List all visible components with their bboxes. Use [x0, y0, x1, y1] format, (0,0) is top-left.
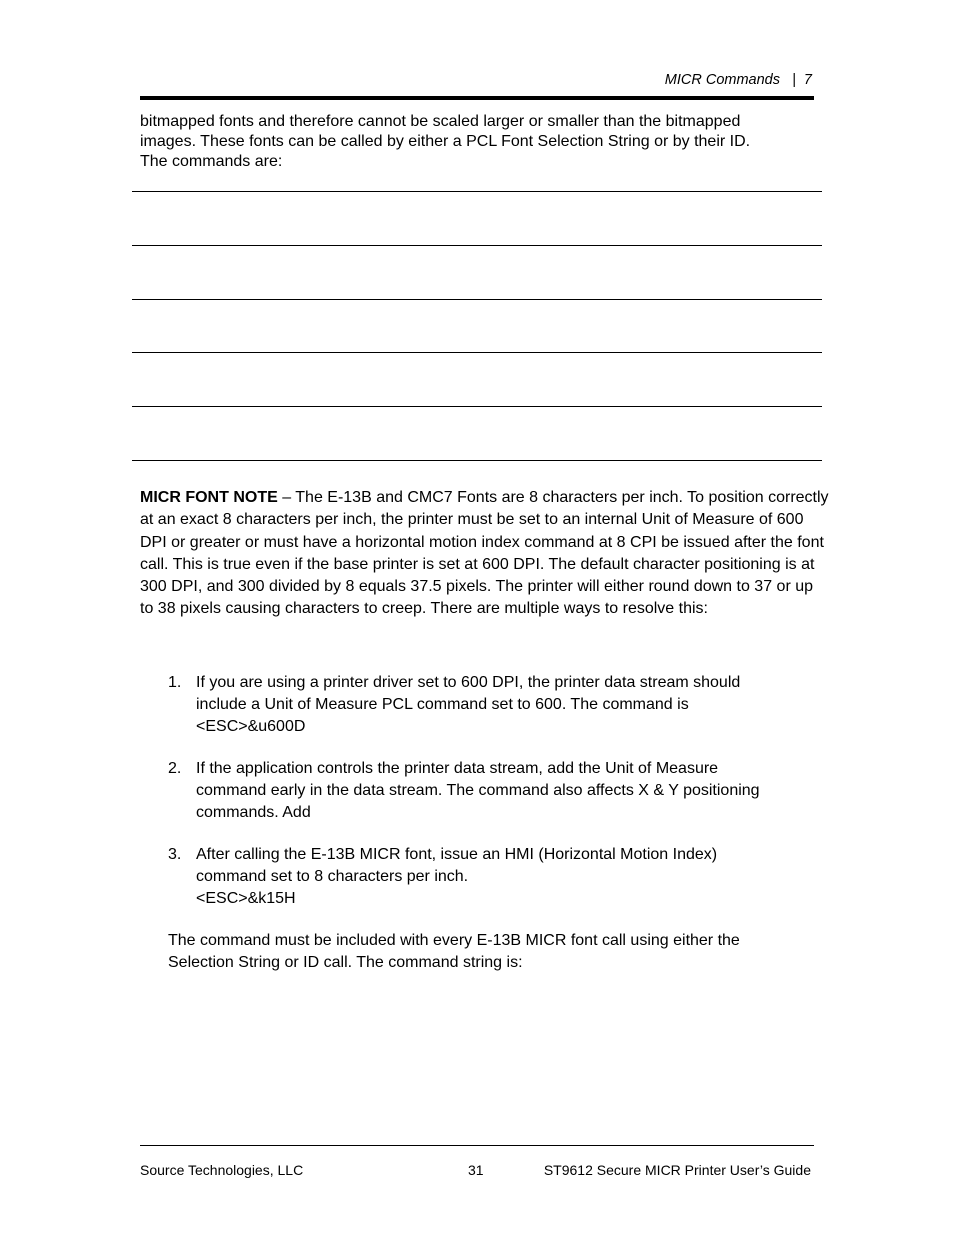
list-number: 2.: [168, 760, 182, 777]
footer-page-number: 31: [468, 1162, 484, 1178]
closing-paragraph: [168, 930, 818, 974]
list-line: <ESC>&u600D: [196, 718, 306, 735]
list-line: <ESC>&k15H: [196, 890, 296, 907]
list-line: After calling the E-13B MICR font, issue an HMI (Horizontal Motion Index): [196, 846, 718, 863]
note-text: – The E-13B and CMC7 Fonts are 8 characters per inch. To position correctly at an exact 8 characters per inch, the printer must be set to an internal Unit of Measure of 600 DPI or greater or must have a horizontal motion index command at 8 CPI be issued after the font call. This is true even if the base printer is set at 600 DPI. The default character positioning is at 300 DPI, and 300 divided by 8 equals 37.5 pixels. The printer will either round down to 37 or up to 38 pixels causing characters to creep. There are multiple ways to resolve this:: [140, 489, 829, 618]
list-line: If you are using a printer driver set to 600 DPI, the printer data stream should: [196, 674, 741, 691]
header-separator: |: [792, 72, 796, 88]
running-header: [665, 72, 812, 88]
closing-line: Selection String or ID call. The command string is:: [168, 954, 523, 971]
list-line: include a Unit of Measure PCL command set to 600. The command is: [196, 696, 689, 713]
intro-line: images. These fonts can be called by either a PCL Font Selection String or by their ID.: [140, 133, 751, 150]
header-title: MICR Commands: [664, 72, 780, 88]
note-label: MICR FONT NOTE: [140, 489, 278, 506]
intro-line: The commands are:: [140, 153, 283, 170]
table-rule: [132, 406, 822, 407]
table-rule: [132, 352, 822, 353]
table-rule: [132, 245, 822, 246]
header-rule: [140, 96, 814, 100]
intro-paragraph: [140, 112, 820, 172]
list-line: command early in the data stream. The command also affects X & Y positioning: [196, 782, 760, 799]
list-number: 3.: [168, 846, 182, 863]
list-item: [168, 758, 818, 824]
table-rule: [132, 191, 822, 192]
list-line: If the application controls the printer data stream, add the Unit of Measure: [196, 760, 719, 777]
list-line: commands. Add: [196, 804, 311, 821]
list-line: command set to 8 characters per inch.: [196, 868, 469, 885]
footer-guide-title: ST9612 Secure MICR Printer User’s Guide: [543, 1162, 811, 1178]
table-rule: [132, 299, 822, 300]
list-number: 1.: [168, 674, 182, 691]
footer-company: Source Technologies, LLC: [140, 1162, 304, 1178]
table-rule: [132, 460, 822, 461]
list-item: [168, 844, 818, 910]
list-item: [168, 672, 818, 738]
header-chapter: 7: [803, 72, 812, 88]
intro-line: bitmapped fonts and therefore cannot be scaled larger or smaller than the bitmapped: [140, 113, 741, 130]
micr-font-note: [140, 487, 830, 621]
footer-rule: [140, 1145, 814, 1146]
closing-line: The command must be included with every E-13B MICR font call using either the: [168, 932, 740, 949]
